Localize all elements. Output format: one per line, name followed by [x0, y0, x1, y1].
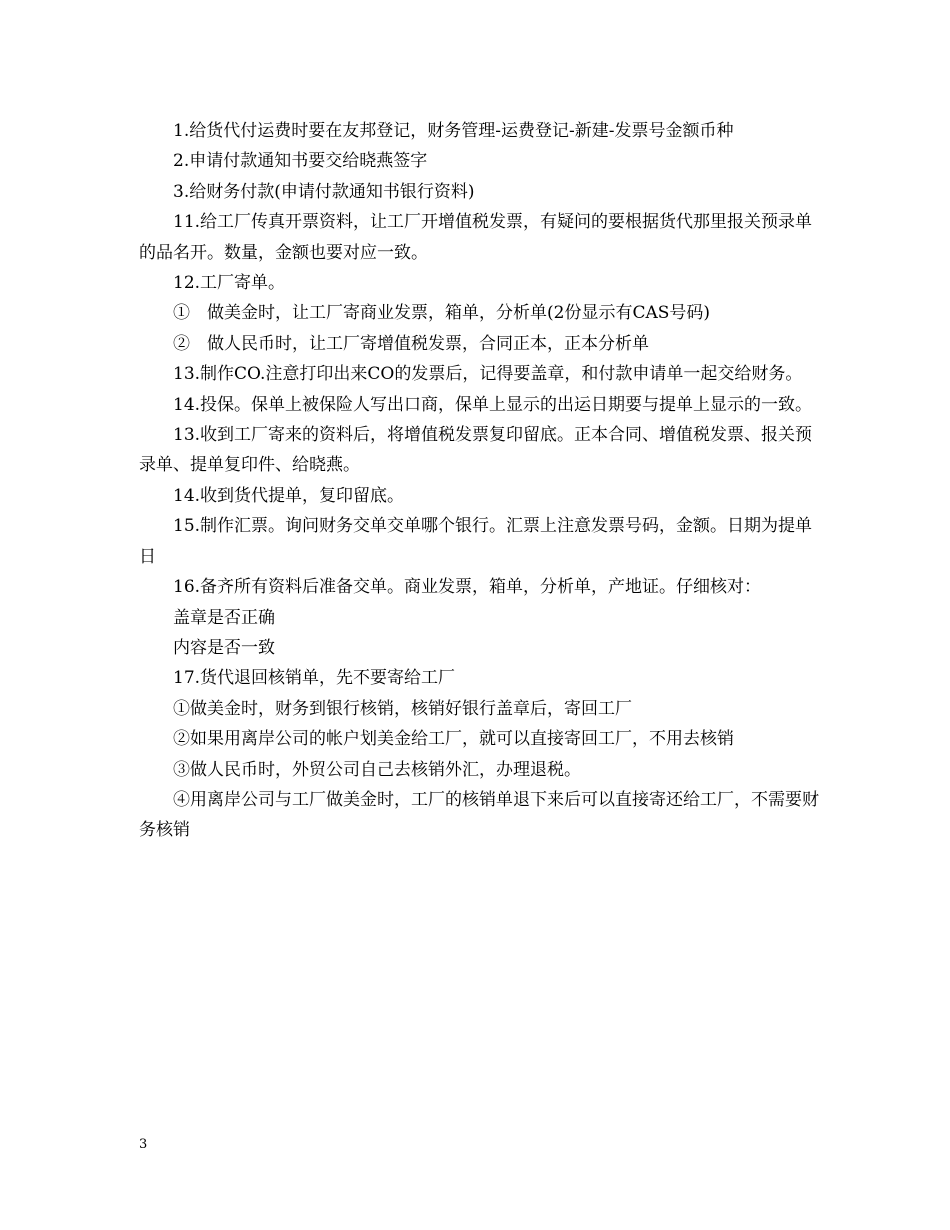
paragraph-2: 2.申请付款通知书要交给晓燕签字 — [173, 151, 428, 172]
paragraph-20: ④用离岸公司与工厂做美金时，工厂的核销单退下来后可以直接寄还给工厂，不需要财务核销 — [139, 789, 819, 841]
paragraph-3: 3.给财务付款(申请付款通知书银行资料) — [173, 181, 475, 202]
paragraph-6: ① 做美金时，让工厂寄商业发票，箱单，分析单(2份显示有CAS号码) — [173, 303, 711, 324]
paragraph-9: 14.投保。保单上被保险人写出口商，保单上显示的出运日期要与提单上显示的一致。 — [173, 394, 813, 415]
paragraph-15: 内容是否一致 — [173, 637, 275, 658]
document-body — [139, 116, 829, 846]
paragraph-5: 12.工厂寄单。 — [173, 273, 286, 294]
paragraph-13: 16.备齐所有资料后准备交单。商业发票，箱单，分析单，产地证。仔细核对： — [173, 577, 762, 598]
paragraph-18: ②如果用离岸公司的帐户划美金给工厂，就可以直接寄回工厂，不用去核销 — [173, 729, 734, 750]
paragraph-14: 盖章是否正确 — [173, 607, 275, 628]
paragraph-7: ② 做人民币时，让工厂寄增值税发票，合同正本，正本分析单 — [173, 333, 649, 354]
paragraph-12: 15.制作汇票。询问财务交单交单哪个银行。汇票上注意发票号码，金额。日期为提单日 — [139, 516, 813, 567]
paragraph-1: 1.给货代付运费时要在友邦登记，财务管理-运费登记-新建-发票号金额币种 — [173, 121, 734, 141]
page-number: 3 — [139, 1137, 148, 1152]
paragraph-19: ③做人民币时，外贸公司自己去核销外汇，办理退税。 — [173, 759, 581, 780]
paragraph-11: 14.收到货代提单，复印留底。 — [173, 485, 405, 506]
paragraph-8: 13.制作CO.注意打印出来CO的发票后，记得要盖章，和付款申请单一起交给财务。 — [173, 364, 803, 385]
paragraph-16: 17.货代退回核销单，先不要寄给工厂 — [173, 668, 456, 689]
paragraph-10: 13.收到工厂寄来的资料后，将增值税发票复印留底。正本合同、增值税发票、报关预录单、提单复印件、给晓燕。 — [139, 425, 813, 476]
paragraph-17: ①做美金时，财务到银行核销，核销好银行盖章后，寄回工厂 — [173, 698, 632, 719]
paragraph-4: 11.给工厂传真开票资料，让工厂开增值税发票，有疑问的要根据货代那里报关预录单的品名开。数量，金额也要对应一致。 — [139, 212, 813, 263]
